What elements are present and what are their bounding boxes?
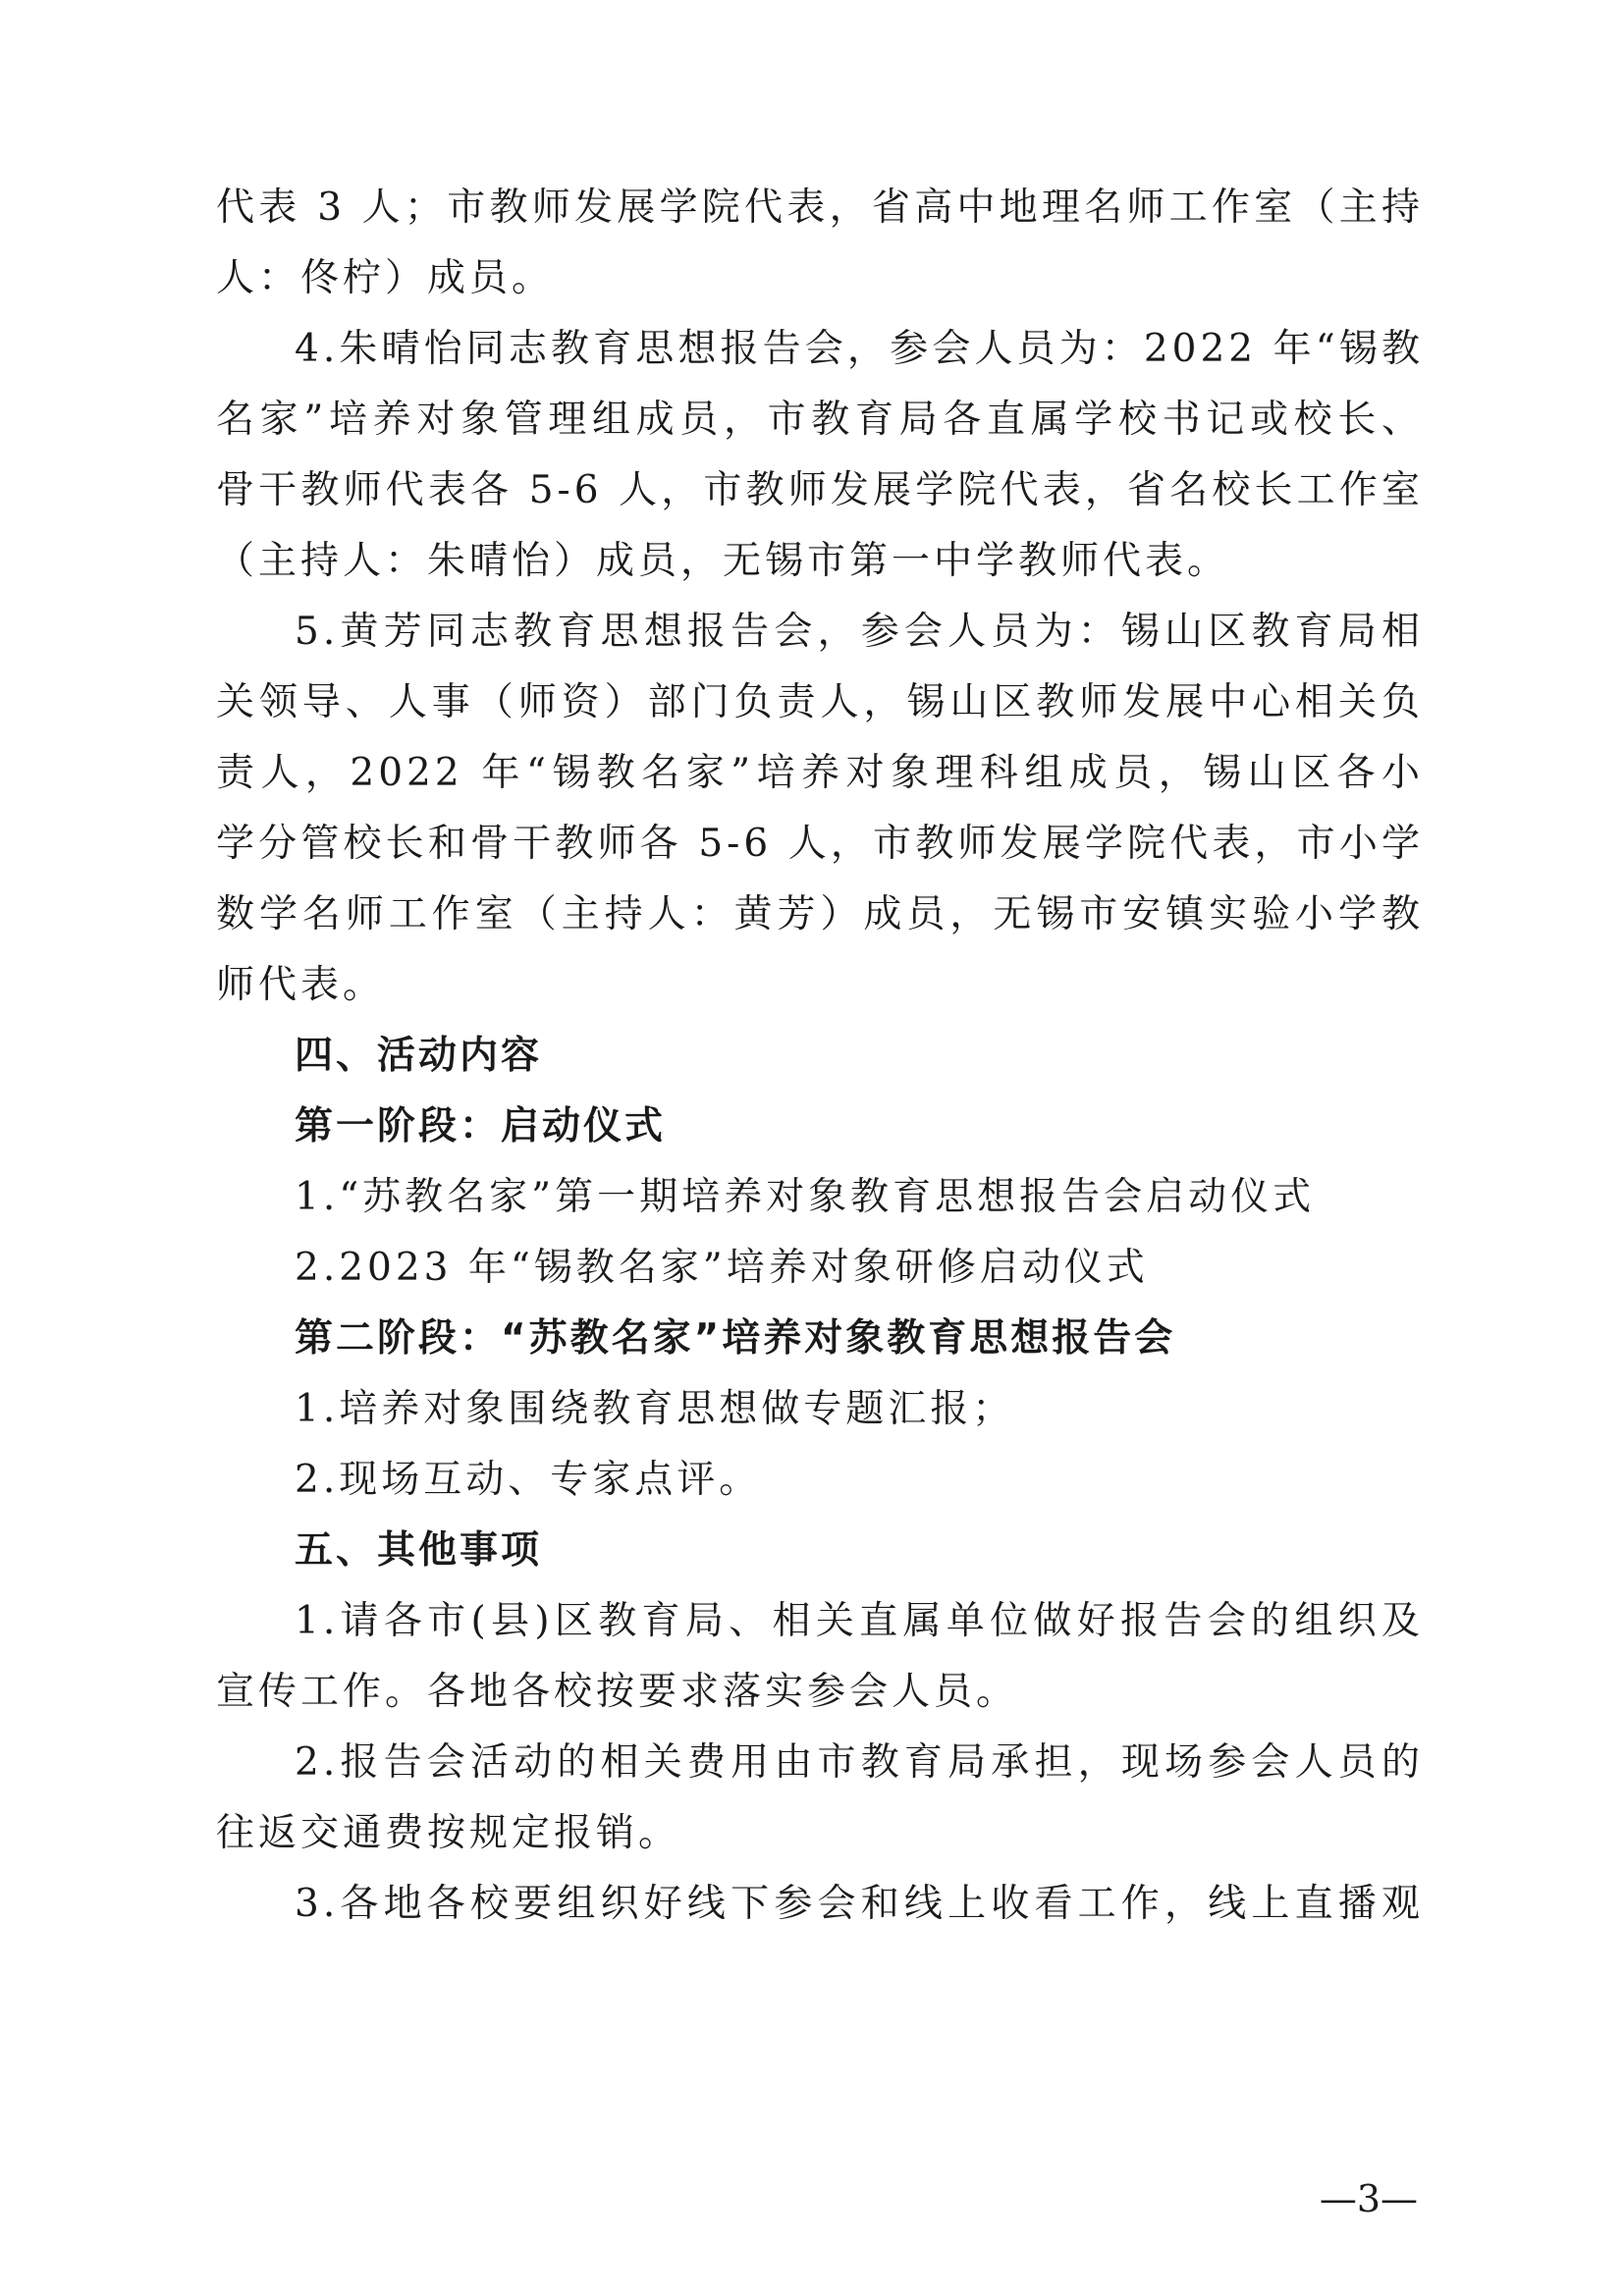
list-item: 2.报告会活动的相关费用由市教育局承担，现场参会人员的 <box>295 1740 1424 1785</box>
list-item: 2.2023 年“锡教名家”培养对象研修启动仪式 <box>295 1246 1149 1290</box>
page-number: —3— <box>1319 2177 1418 2220</box>
list-item: 3.各地各校要组织好线下参会和线上收看工作，线上直播观 <box>295 1882 1424 1926</box>
body-text-line: 责人，2022 年“锡教名家”培养对象理科组成员，锡山区各小 <box>216 751 1424 795</box>
body-text-line: 骨干教师代表各 5-6 人，市教师发展学院代表，省名校长工作室 <box>216 468 1424 512</box>
paragraph-item-4: 4.朱晴怡同志教育思想报告会，参会人员为：2022 年“锡教 <box>295 327 1424 371</box>
body-text-line: 往返交通费按规定报销。 <box>216 1811 681 1855</box>
body-text-line: 师代表。 <box>216 963 386 1007</box>
body-text-line: 代表 3 人；市教师发展学院代表，省高中地理名师工作室（主持 <box>216 186 1424 230</box>
list-item: 2.现场互动、专家点评。 <box>295 1458 762 1502</box>
body-text-line: 名家”培养对象管理组成员，市教育局各直属学校书记或校长、 <box>216 398 1424 442</box>
stage-heading-1: 第一阶段：启动仪式 <box>295 1104 667 1148</box>
section-heading-5: 五、其他事项 <box>295 1528 543 1573</box>
section-heading-4: 四、活动内容 <box>295 1034 543 1078</box>
body-text-line: （主持人：朱晴怡）成员，无锡市第一中学教师代表。 <box>216 539 1230 583</box>
list-item: 1.培养对象围绕教育思想做专题汇报； <box>295 1387 1015 1431</box>
stage-heading-2: 第二阶段：“苏教名家”培养对象教育思想报告会 <box>295 1316 1176 1361</box>
list-item: 1.“苏教名家”第一期培养对象教育思想报告会启动仪式 <box>295 1175 1316 1219</box>
body-text-line: 宣传工作。各地各校按要求落实参会人员。 <box>216 1670 1019 1714</box>
paragraph-item-5: 5.黄芳同志教育思想报告会，参会人员为：锡山区教育局相 <box>295 610 1424 654</box>
body-text-line: 数学名师工作室（主持人：黄芳）成员，无锡市安镇实验小学教 <box>216 892 1424 936</box>
body-text-line: 学分管校长和骨干教师各 5-6 人，市教师发展学院代表，市小学 <box>216 822 1424 866</box>
body-text-line: 人：佟柠）成员。 <box>216 256 555 300</box>
list-item: 1.请各市(县)区教育局、相关直属单位做好报告会的组织及 <box>295 1599 1424 1643</box>
body-text-line: 关领导、人事（师资）部门负责人，锡山区教师发展中心相关负 <box>216 680 1424 724</box>
